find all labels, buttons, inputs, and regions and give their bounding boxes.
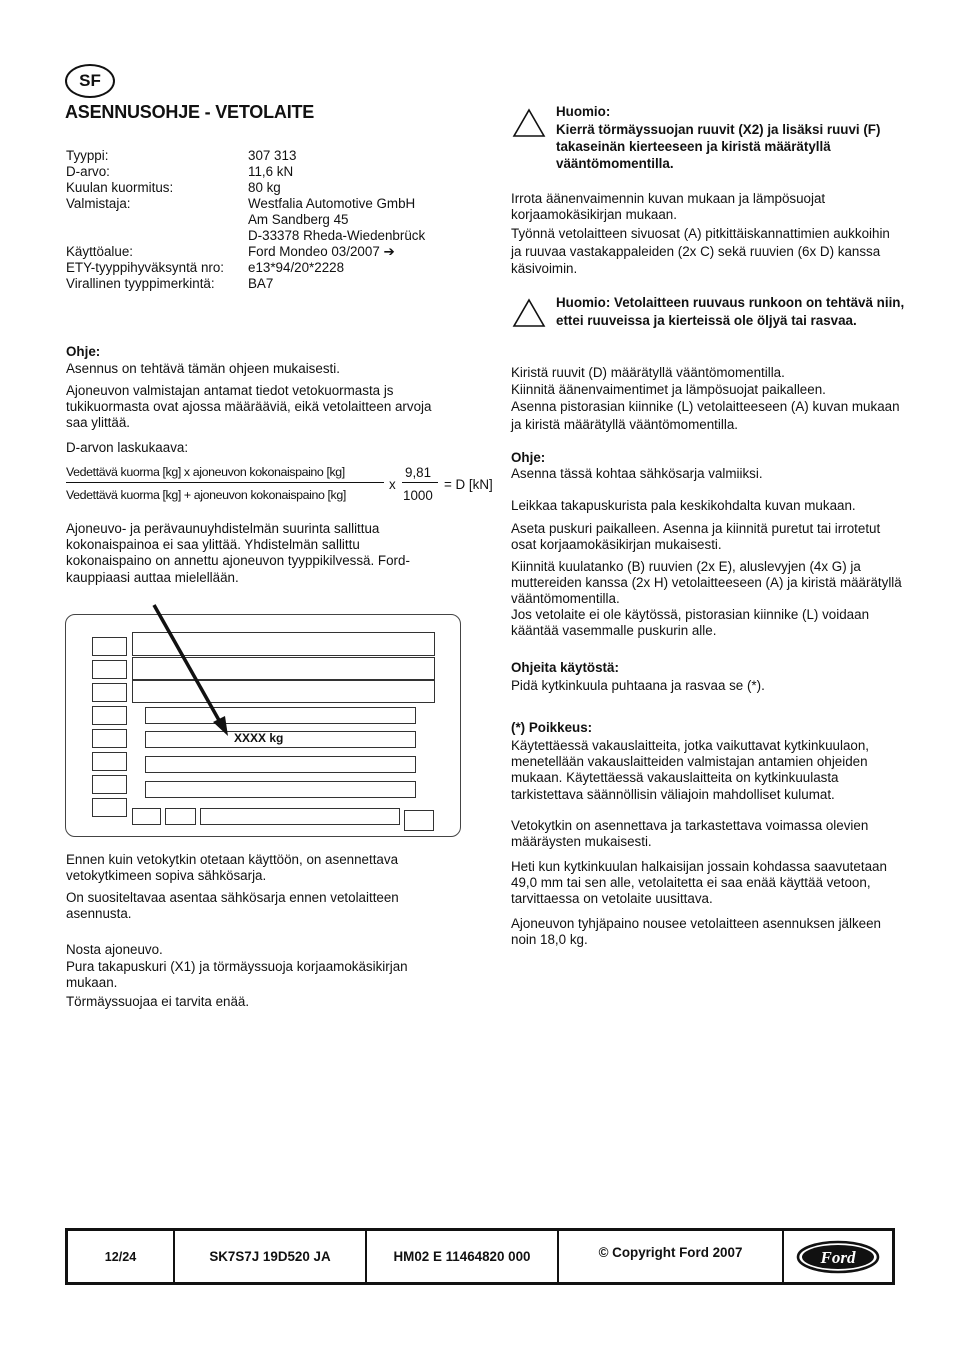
paragraph: Kiinnitä kuulatanko (B) ruuvien (2x E), aluslevyjen (4x G) ja muttereiden kanssa (2x H) vetolaitteeseen (A) ja kiristä määrätyllä vääntömomentilla. — [511, 559, 902, 607]
spec-value: BA7 — [248, 276, 274, 291]
paragraph: Irrota äänenvaimennin kuvan mukaan ja lämpösuojat korjaamokäsikirjan mukaan. — [511, 191, 826, 223]
spec-value: Am Sandberg 45 — [248, 212, 349, 227]
warning-triangle-icon — [512, 108, 546, 138]
paragraph: On suositeltavaa asentaa sähkösarja ennen vetolaitteen asennusta. — [66, 890, 399, 922]
paragraph: Kiristä ruuvit (D) määrätyllä vääntömomentilla. — [511, 365, 785, 380]
usage-text: Pidä kytkinkuula puhtaana ja rasvaa se (*). — [511, 678, 765, 693]
paragraph: Vetokytkin on asennettava ja tarkastettava voimassa olevien määräysten mukaisesti. — [511, 818, 869, 850]
usage-heading: Ohjeita käytöstä: — [511, 660, 619, 675]
ohje-text: Asennus on tehtävä tämän ohjeen mukaisesti. — [66, 361, 340, 376]
paragraph: Törmäyssuojaa ei tarvita enää. — [66, 994, 250, 1009]
paragraph: Leikkaa takapuskurista pala keskikohdalta kuvan mukaan. — [511, 498, 856, 513]
spec-label: Kuulan kuormitus: — [66, 180, 174, 195]
formula-divisor: 1000 — [403, 488, 433, 503]
language-badge: SF — [65, 64, 115, 98]
warning-triangle-icon — [512, 298, 546, 328]
spec-label: Käyttöalue: — [66, 244, 133, 259]
paragraph: Käytettäessä vakauslaitteita, jotka vaikuttavat kytkinkuulaon, menetellään vakauslaitteiden valmistajan antamien ohjeiden mukaan. Käytettäessä vakauslaitteita on kytkinkuulasta tarkistettava säännöllisin väliajoin mahdolliset kulumat. — [511, 738, 870, 802]
page-title: ASENNUSOHJE - VETOLAITE — [65, 102, 315, 122]
spec-value: 307 313 — [248, 148, 297, 163]
exception-heading: (*) Poikkeus: — [511, 720, 593, 735]
paragraph: Heti kun kytkinkuulan halkaisijan jossain kohdassa saavutetaan 49,0 mm tai sen alle, vetolaitetta ei saa enää käyttää vetoon, tarvittaessa on vetolaite uusittava. — [511, 859, 887, 907]
plate-value: XXXX kg — [234, 731, 284, 745]
paragraph: Ajoneuvo- ja perävaunuyhdistelmän suurinta sallittua kokonaispainoa ei saa ylittää. Yhdistelmän sallittu kokonaispaino on annettu ajoneuvon tyyppikilvessä. Ford-kauppiaasi auttaa mielellään. — [66, 521, 410, 585]
ford-logo-text: Ford — [820, 1247, 856, 1267]
formula-label: D-arvon laskukaava: — [66, 440, 189, 455]
spec-value: e13*94/20*2228 — [248, 260, 345, 275]
spec-label: ETY-tyyppihyväksyntä nro: — [66, 260, 225, 275]
spec-label: Virallinen tyyppimerkintä: — [66, 276, 215, 291]
paragraph: Ajoneuvon tyhjäpaino nousee vetolaitteen asennuksen jälkeen noin 18,0 kg. — [511, 916, 882, 948]
spec-value: D-33378 Rheda-Wiedenbrück — [248, 228, 426, 243]
paragraph: Kiinnitä äänenvaimentimet ja lämpösuojat paikalleen. — [511, 382, 826, 397]
formula-denominator: Vedettävä kuorma [kg] + ajoneuvon kokonaispaino [kg] — [66, 488, 346, 502]
paragraph: Asenna pistorasian kiinnike (L) vetolaitteeseen (A) kuvan mukaan ja kiristä määrätyllä vääntömomentilla. — [511, 399, 900, 432]
paragraph: Ajoneuvon valmistajan antamat tiedot vetokuormasta js tukikuormasta ovat ajossa määrääviä, eikä vetolaitteen arvoja saa ylittää. — [66, 383, 432, 431]
ohje-heading: Ohje: — [66, 344, 101, 359]
paragraph: Pura takapuskuri (X1) ja törmäyssuoja korjaamokäsikirjan mukaan. — [66, 959, 408, 991]
spec-label: D-arvo: — [66, 164, 110, 179]
warning-title: Huomio: — [556, 104, 611, 119]
formula-result: = D [kN] — [444, 477, 493, 492]
ohje-heading: Ohje: — [511, 450, 546, 465]
spec-value: 11,6 kN — [248, 164, 294, 179]
spec-value: Ford Mondeo 03/2007 ➔ — [248, 244, 395, 259]
paragraph: Ennen kuin vetokytkin otetaan käyttöön, on asennettava vetokytkimeen sopiva sähkösarja. — [66, 852, 399, 884]
copyright: © Copyright Ford 2007 — [559, 1231, 784, 1282]
warning-text: Huomio: Vetolaitteen ruuvaus runkoon on tehtävä niin, ettei ruuveissa ja kierteissä ole öljyä tai rasvaa. — [556, 295, 905, 328]
formula-gravity: 9,81 — [405, 465, 432, 480]
paragraph: Jos vetolaite ei ole käytössä, pistorasian kiinnike (L) voidaan kääntää vasemmalle puskurin alle. — [511, 607, 870, 639]
document-code: SK7S7J 19D520 JA — [175, 1231, 367, 1282]
page-number: 12/24 — [68, 1231, 175, 1282]
footer-bar — [65, 1228, 895, 1285]
spec-value: Westfalia Automotive GmbH — [248, 196, 416, 211]
paragraph: Aseta puskuri paikalleen. Asenna ja kiinnitä puretut tai irrotetut osat korjaamokäsikirjan mukaisesti. — [511, 521, 881, 553]
ford-logo — [784, 1231, 892, 1282]
spec-value: 80 kg — [248, 180, 281, 195]
formula-multiply: x — [389, 477, 396, 492]
ohje-text: Asenna tässä kohtaa sähkösarja valmiiksi. — [511, 466, 763, 481]
spec-label: Tyyppi: — [66, 148, 109, 163]
formula-numerator: Vedettävä kuorma [kg] x ajoneuvon kokonaispaino [kg] — [66, 465, 345, 479]
part-number: HM02 E 11464820 000 — [367, 1231, 559, 1282]
paragraph: Työnnä vetolaitteen sivuosat (A) pitkittäiskannattimien aukkoihin ja ruuvaa vastakappaleiden (2x C) sekä ruuvien (6x D) kanssa käsivoimin. — [511, 226, 890, 276]
spec-label: Valmistaja: — [66, 196, 131, 211]
warning-text: Kierrä törmäyssuojan ruuvit (X2) ja lisäksi ruuvi (F) takaseinän kierteeseen ja kiristä määrätyllä vääntömomentilla. — [556, 122, 881, 171]
paragraph: Nosta ajoneuvo. — [66, 942, 163, 957]
